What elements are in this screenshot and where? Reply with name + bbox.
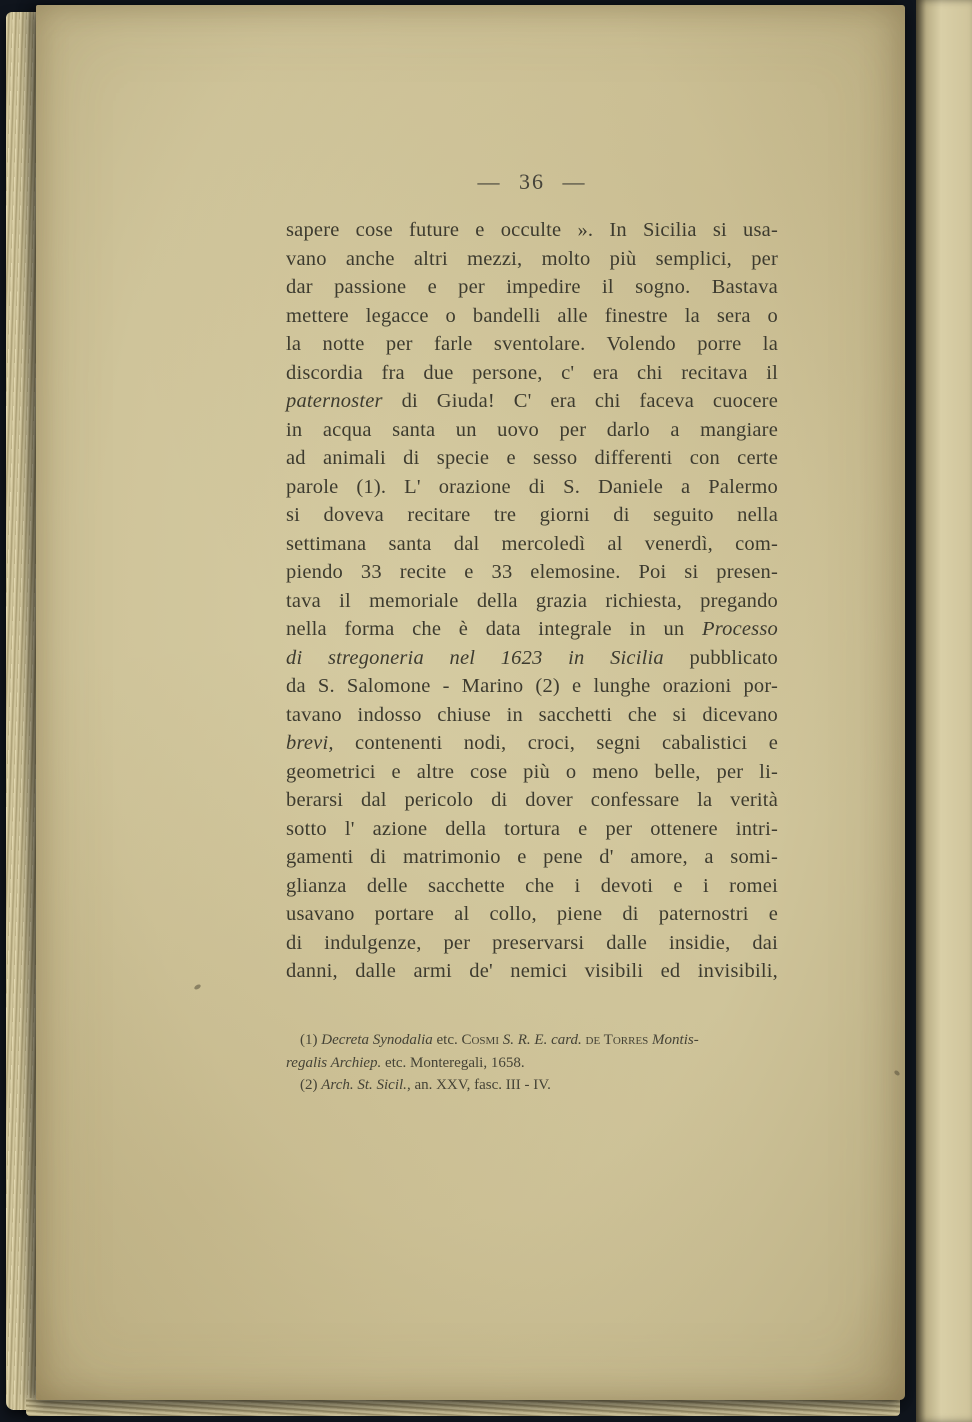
text-line (286, 501, 778, 530)
text-segment-italic: di stregoneria nel 1623 in Sicilia (286, 646, 664, 669)
footnotes (286, 1029, 806, 1097)
text-line (286, 359, 778, 388)
text-segment: in acqua santa un uovo per darlo a mangiare (286, 418, 778, 441)
text-line (286, 530, 778, 559)
text-line (286, 387, 778, 416)
text-segment: geometrici e altre cose più o meno belle, per li- (286, 760, 778, 783)
text-segment: , an. XXV, fasc. III - IV. (406, 1077, 551, 1093)
text-segment: di indulgenze, per preservarsi dalle insidie, dai (286, 931, 778, 954)
text-segment: vano anche altri mezzi, molto più semplici, per (286, 247, 778, 270)
text-segment-italic: paternoster (286, 390, 383, 412)
text-line (286, 957, 778, 986)
text-line (286, 786, 778, 815)
text-line (286, 1052, 806, 1075)
text-line (286, 302, 778, 331)
text-line (286, 843, 778, 872)
text-segment-italic: Montis- (652, 1032, 699, 1048)
body-text (286, 216, 778, 986)
text-line (286, 615, 778, 644)
text-line (286, 558, 778, 587)
text-line (286, 672, 778, 701)
page-text-block (286, 169, 778, 986)
text-segment: dar passione e per impedire il sogno. Bastava (286, 276, 778, 298)
text-line (286, 444, 778, 473)
text-line (286, 900, 778, 929)
text-line (286, 758, 778, 787)
text-segment: etc. Monteregali, 1658. (381, 1054, 525, 1071)
adjacent-page-edge (916, 0, 972, 1422)
book-page (36, 5, 905, 1400)
text-segment: etc. (432, 1032, 462, 1048)
text-segment: (1) (300, 1032, 322, 1048)
text-segment-smallcaps: de Torres (585, 1032, 649, 1048)
text-segment: berarsi dal pericolo di dover confessare la verità (286, 789, 778, 811)
text-segment: di Giuda! C' era chi faceva cuocere (382, 390, 778, 412)
text-line (286, 416, 778, 445)
text-segment-italic: S. R. E. card. (502, 1032, 582, 1048)
text-line (286, 701, 778, 730)
text-line (286, 330, 778, 359)
text-segment-italic: Decreta Synodalia (321, 1032, 433, 1048)
paper-speck (893, 1070, 900, 1077)
text-segment: parole (1). L' orazione di S. Daniele a Palermo (286, 475, 778, 498)
text-segment: sotto l' azione della tortura e per ottenere intri- (286, 817, 778, 840)
text-line (286, 872, 778, 901)
text-segment: tavano indosso chiuse in sacchetti che si dicevano (286, 703, 778, 726)
text-line (286, 587, 778, 616)
text-line (286, 216, 778, 245)
text-segment-italic: Processo (702, 618, 778, 640)
paper-speck (193, 984, 201, 991)
text-segment-italic: Arch. St. Sicil. (321, 1077, 407, 1093)
text-line (286, 644, 778, 673)
text-segment: usavano portare al collo, piene di paternostri e (286, 903, 778, 925)
text-segment: si doveva recitare tre giorni di seguito nella (286, 504, 778, 526)
text-segment: gamenti di matrimonio e pene d' amore, a somi- (286, 846, 778, 868)
text-segment: da S. Salomone - Marino (2) e lunghe orazioni por- (286, 675, 778, 697)
text-line (286, 473, 778, 502)
text-segment-smallcaps: Cosmi (461, 1032, 499, 1048)
text-segment: settimana santa dal mercoledì al venerdì, com- (286, 532, 778, 555)
page-number: — 36 — (477, 169, 587, 194)
text-segment: la notte per farle sventolare. Volendo porre la (286, 333, 778, 355)
text-segment: sapere cose future e occulte ». In Sicilia si usa- (286, 219, 778, 241)
text-segment: pubblicato (663, 646, 778, 669)
text-segment: danni, dalle armi de' nemici visibili ed invisibili, (286, 960, 778, 982)
text-line (286, 729, 778, 758)
text-segment: (2) (300, 1077, 322, 1093)
text-line (286, 1029, 806, 1052)
text-segment-italic: regalis Archiep. (286, 1054, 382, 1071)
text-line (286, 1074, 806, 1097)
text-segment: nella forma che è data integrale in un (286, 618, 702, 640)
book-page-stack-bottom-edge (26, 1398, 900, 1416)
text-line (286, 929, 778, 958)
text-segment: contenenti nodi, croci, segni cabalistici e (333, 732, 778, 754)
text-segment: discordia fra due persone, c' era chi recitava il (286, 361, 778, 384)
text-segment: piendo 33 recite e 33 elemosine. Poi si presen- (286, 561, 778, 583)
text-segment: glianza delle sacchette che i devoti e i romei (286, 874, 778, 897)
text-segment: tava il memoriale della grazia richiesta, pregando (286, 589, 778, 612)
text-segment: ad animali di specie e sesso differenti con certe (286, 447, 778, 469)
text-line (286, 815, 778, 844)
text-segment: mettere legacce o bandelli alle finestre la sera o (286, 304, 778, 327)
text-line (286, 273, 778, 302)
text-line (286, 245, 778, 274)
text-segment-italic: brevi, (286, 732, 334, 754)
